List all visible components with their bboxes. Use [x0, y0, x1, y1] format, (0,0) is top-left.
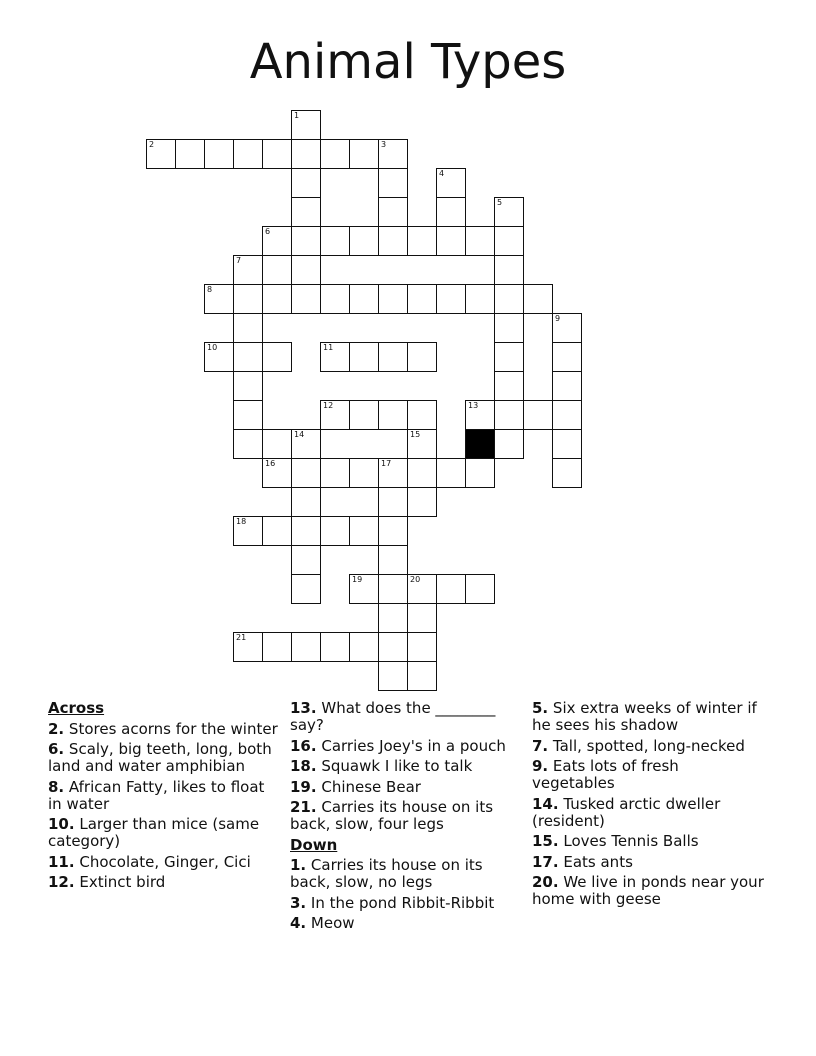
- grid-cell[interactable]: [291, 545, 321, 575]
- grid-cell[interactable]: [465, 458, 495, 488]
- grid-cell[interactable]: [552, 313, 582, 343]
- clue-number: 12: [323, 401, 334, 410]
- grid-cell[interactable]: [494, 400, 524, 430]
- clue-number: 4: [439, 169, 445, 178]
- grid-cell[interactable]: [523, 400, 553, 430]
- grid-cell[interactable]: [233, 371, 263, 401]
- clue-across-6: 6. Scaly, big teeth, long, both land and water amphibian: [48, 740, 272, 775]
- grid-cell[interactable]: [552, 400, 582, 430]
- grid-cell[interactable]: [291, 458, 321, 488]
- clue-number: 19: [352, 575, 363, 584]
- puzzle-title: Animal Types: [249, 34, 567, 90]
- grid-cell[interactable]: [262, 429, 292, 459]
- clue-number: 6: [265, 227, 271, 236]
- grid-cell[interactable]: [349, 574, 379, 604]
- grid-cell[interactable]: [465, 400, 495, 430]
- grid-cell[interactable]: [407, 226, 437, 256]
- grid-cell[interactable]: [320, 632, 350, 662]
- grid-cell[interactable]: [291, 632, 321, 662]
- grid-cell[interactable]: [204, 342, 234, 372]
- grid-cell[interactable]: [436, 284, 466, 314]
- clue-number: 5: [497, 198, 503, 207]
- grid-cell[interactable]: [465, 226, 495, 256]
- clue-number: 20: [410, 575, 421, 584]
- clue-number: 21: [236, 633, 247, 642]
- grid-cell[interactable]: [407, 284, 437, 314]
- grid-cell[interactable]: [436, 168, 466, 198]
- grid-cell[interactable]: [320, 342, 350, 372]
- grid-cell[interactable]: [291, 168, 321, 198]
- clue-across-19: 19. Chinese Bear: [290, 777, 421, 796]
- grid-cell[interactable]: [349, 226, 379, 256]
- grid-cell[interactable]: [320, 400, 350, 430]
- grid-cell[interactable]: [233, 342, 263, 372]
- grid-cell[interactable]: [349, 284, 379, 314]
- grid-cell[interactable]: [262, 632, 292, 662]
- grid-cell[interactable]: [233, 139, 263, 169]
- clue-across-11: 11. Chocolate, Ginger, Cici: [48, 852, 251, 871]
- grid-cell[interactable]: [407, 429, 437, 459]
- grid-cell[interactable]: [291, 574, 321, 604]
- clue-number: 7: [236, 256, 242, 265]
- clue-number: 1: [294, 111, 300, 120]
- clue-number: 13: [468, 401, 479, 410]
- grid-cell[interactable]: [233, 313, 263, 343]
- clue-across-2: 2. Stores acorns for the winter: [48, 719, 278, 738]
- grid-cell[interactable]: [146, 139, 176, 169]
- grid-cell[interactable]: [291, 487, 321, 517]
- grid-cell[interactable]: [407, 487, 437, 517]
- grid-cell[interactable]: [378, 284, 408, 314]
- grid-cell[interactable]: [291, 197, 321, 227]
- grid-cell[interactable]: [378, 342, 408, 372]
- grid-cell[interactable]: [291, 255, 321, 285]
- grid-cell[interactable]: [407, 458, 437, 488]
- clue-across-12: 12. Extinct bird: [48, 873, 166, 891]
- grid-cell[interactable]: [262, 226, 292, 256]
- grid-cell[interactable]: [378, 400, 408, 430]
- clues-column-1: [48, 700, 280, 895]
- clue-down-4: 4. Meow: [290, 914, 355, 932]
- black-cell: [465, 429, 495, 459]
- grid-cell[interactable]: [291, 429, 321, 459]
- clue-number: 10: [207, 343, 218, 352]
- grid-cell[interactable]: [320, 139, 350, 169]
- down-heading: Down: [290, 835, 338, 854]
- grid-cell[interactable]: [378, 168, 408, 198]
- grid-cell[interactable]: [349, 139, 379, 169]
- clues-column-2: [290, 700, 522, 936]
- clue-number: 15: [410, 430, 421, 439]
- grid-cell[interactable]: [320, 458, 350, 488]
- clue-down-14: 14. Tusked arctic dweller (resident): [532, 794, 721, 830]
- grid-cell[interactable]: [349, 516, 379, 546]
- grid-cell[interactable]: [349, 632, 379, 662]
- grid-cell[interactable]: [291, 110, 321, 140]
- clue-number: 14: [294, 430, 305, 439]
- grid-cell[interactable]: [378, 197, 408, 227]
- grid-cell[interactable]: [494, 342, 524, 372]
- grid-cell[interactable]: [204, 284, 234, 314]
- grid-cell[interactable]: [407, 342, 437, 372]
- grid-cell[interactable]: [233, 516, 263, 546]
- grid-cell[interactable]: [291, 284, 321, 314]
- grid-cell[interactable]: [233, 284, 263, 314]
- grid-cell[interactable]: [407, 632, 437, 662]
- grid-cell[interactable]: [552, 342, 582, 372]
- clue-down-1: 1. Carries its house on its back, slow, no legs: [290, 856, 483, 891]
- grid-cell[interactable]: [378, 458, 408, 488]
- grid-cell[interactable]: [552, 371, 582, 401]
- grid-cell[interactable]: [349, 342, 379, 372]
- grid-cell[interactable]: [291, 139, 321, 169]
- clues-column-3: [532, 700, 764, 912]
- grid-cell[interactable]: [436, 458, 466, 488]
- clue-number: 3: [381, 140, 387, 149]
- grid-cell[interactable]: [436, 226, 466, 256]
- clue-across-21: 21. Carries its house on its back, slow, four legs: [290, 798, 494, 833]
- grid-cell[interactable]: [262, 458, 292, 488]
- grid-cell[interactable]: [262, 516, 292, 546]
- clue-number: 9: [555, 314, 561, 323]
- grid-cell[interactable]: [349, 400, 379, 430]
- grid-cell[interactable]: [233, 632, 263, 662]
- grid-cell[interactable]: [262, 284, 292, 314]
- clue-across-16: 16. Carries Joey's in a pouch: [290, 736, 506, 755]
- grid-cell[interactable]: [175, 139, 205, 169]
- grid-cell[interactable]: [552, 458, 582, 488]
- grid-cell[interactable]: [407, 574, 437, 604]
- grid-cell[interactable]: [378, 487, 408, 517]
- clue-down-9: 9. Eats lots of fresh vegetables: [532, 757, 679, 792]
- grid-cell[interactable]: [233, 400, 263, 430]
- clue-number: 18: [236, 517, 247, 526]
- clue-across-8: 8. African Fatty, likes to float in water: [48, 777, 265, 813]
- grid-cell[interactable]: [320, 226, 350, 256]
- grid-cell[interactable]: [291, 516, 321, 546]
- clue-down-5: 5. Six extra weeks of winter if he sees his shadow: [532, 699, 757, 734]
- clue-number: 8: [207, 285, 213, 294]
- grid-cell[interactable]: [407, 661, 437, 691]
- grid-cell[interactable]: [494, 255, 524, 285]
- clue-down-15: 15. Loves Tennis Balls: [532, 832, 699, 850]
- clue-number: 11: [323, 343, 334, 352]
- clue-down-17: 17. Eats ants: [532, 852, 633, 871]
- clue-down-20: 20. We live in ponds near your home with geese: [532, 873, 764, 908]
- grid-cell[interactable]: [465, 574, 495, 604]
- grid-cell[interactable]: [262, 139, 292, 169]
- grid-cell[interactable]: [378, 139, 408, 169]
- grid-cell[interactable]: [378, 574, 408, 604]
- grid-cell[interactable]: [494, 226, 524, 256]
- grid-cell[interactable]: [262, 342, 292, 372]
- grid-cell[interactable]: [494, 197, 524, 227]
- grid-cell[interactable]: [378, 516, 408, 546]
- clue-number: 2: [149, 140, 155, 149]
- grid-cell[interactable]: [378, 632, 408, 662]
- grid-cell[interactable]: [378, 226, 408, 256]
- clue-across-13: 13. What does the ________ say?: [290, 699, 496, 734]
- grid-cell[interactable]: [494, 284, 524, 314]
- grid-cell[interactable]: [494, 371, 524, 401]
- grid-cell[interactable]: [378, 661, 408, 691]
- grid-cell[interactable]: [436, 197, 466, 227]
- grid-cell[interactable]: [407, 400, 437, 430]
- grid-cell[interactable]: [291, 226, 321, 256]
- grid-cell[interactable]: [349, 458, 379, 488]
- grid-cell[interactable]: [494, 429, 524, 459]
- clue-number: 17: [381, 459, 392, 468]
- grid-cell[interactable]: [407, 603, 437, 633]
- grid-cell[interactable]: [378, 545, 408, 575]
- grid-cell[interactable]: [320, 284, 350, 314]
- grid-cell[interactable]: [233, 429, 263, 459]
- clue-number: 16: [265, 459, 276, 468]
- clue-down-3: 3. In the pond Ribbit-Ribbit: [290, 893, 495, 912]
- grid-cell[interactable]: [523, 284, 553, 314]
- grid-cell[interactable]: [552, 429, 582, 459]
- grid-cell[interactable]: [378, 603, 408, 633]
- across-heading: Across: [48, 699, 105, 717]
- grid-cell[interactable]: [436, 574, 466, 604]
- grid-cell[interactable]: [320, 516, 350, 546]
- clue-across-10: 10. Larger than mice (same category): [48, 815, 260, 850]
- grid-cell[interactable]: [233, 255, 263, 285]
- clue-across-18: 18. Squawk I like to talk: [290, 757, 473, 775]
- grid-cell[interactable]: [494, 313, 524, 343]
- clue-down-7: 7. Tall, spotted, long-necked: [532, 736, 745, 755]
- grid-cell[interactable]: [204, 139, 234, 169]
- grid-cell[interactable]: [465, 284, 495, 314]
